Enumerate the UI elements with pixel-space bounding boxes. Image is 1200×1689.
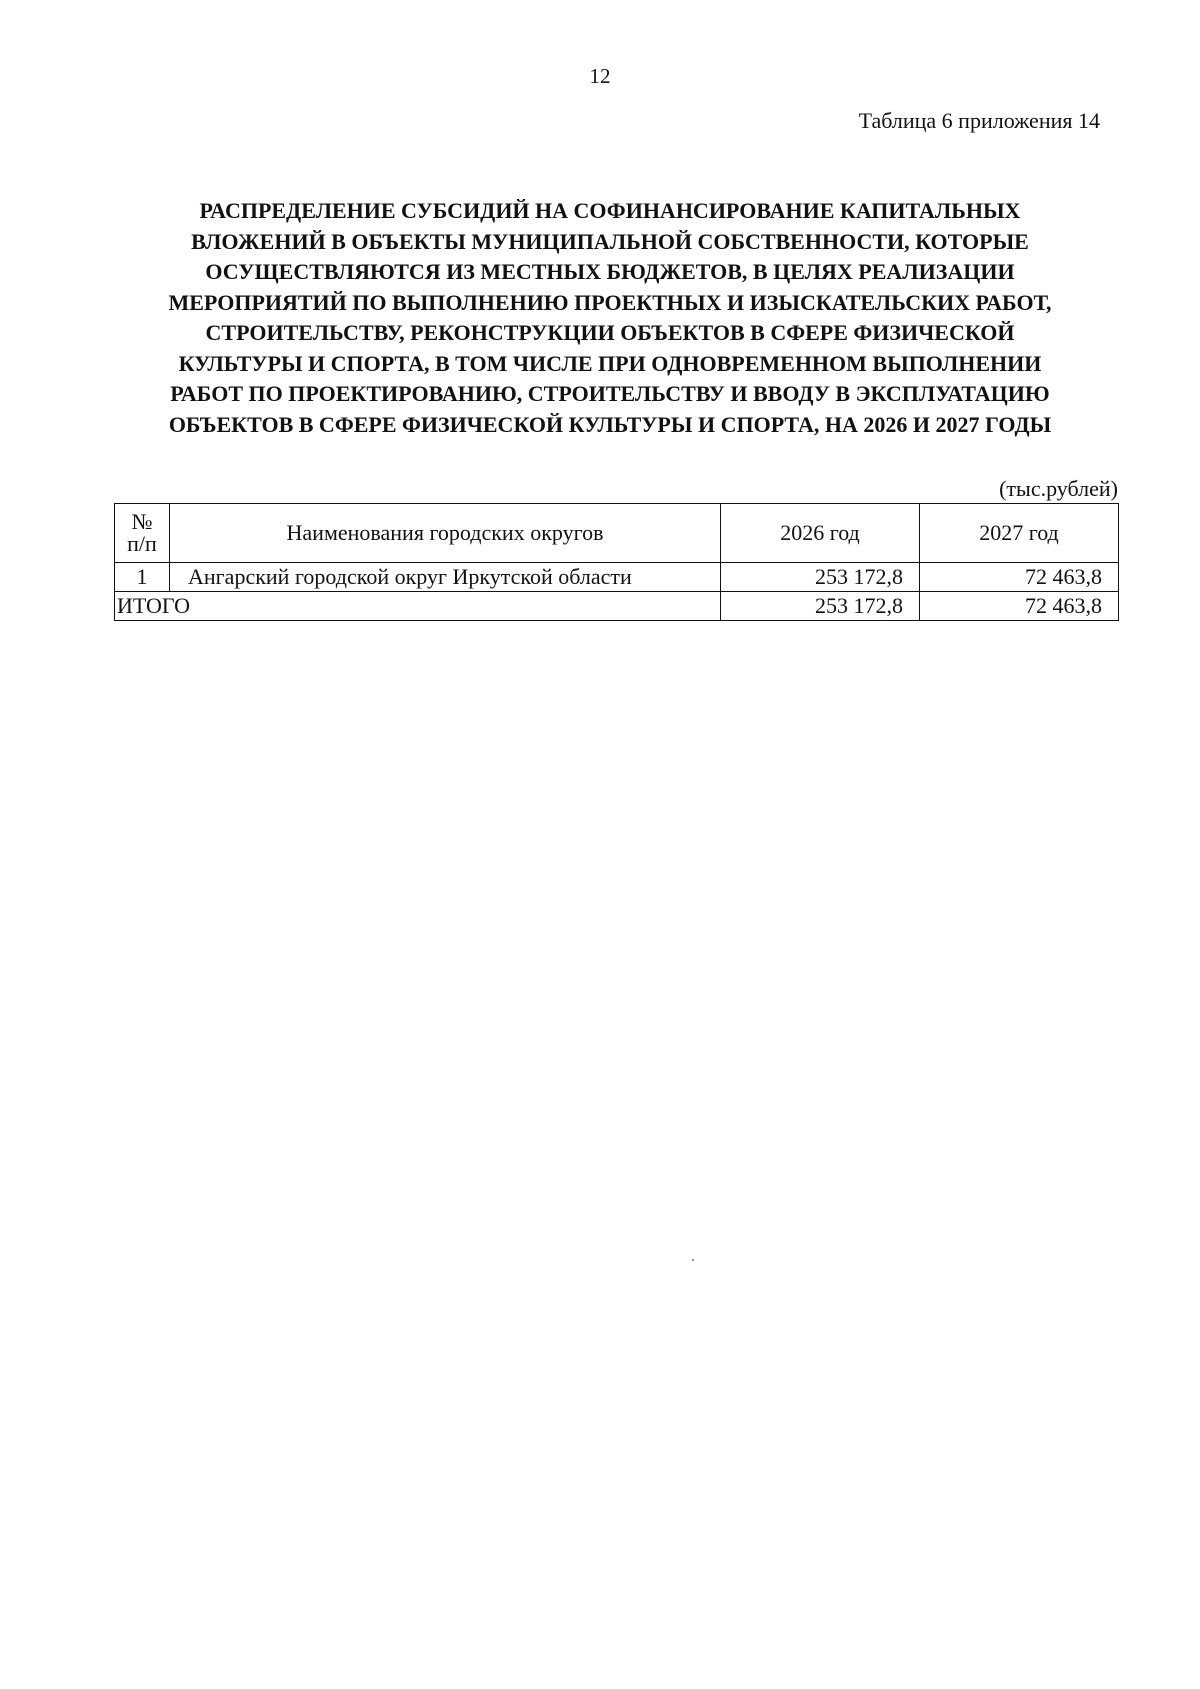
total-label-cell: ИТОГО: [115, 592, 721, 621]
row-2027-cell: 72 463,8: [920, 563, 1119, 592]
page-number: 12: [589, 64, 611, 88]
total-2026-cell: 253 172,8: [721, 592, 920, 621]
units-label: (тыс.рублей): [999, 476, 1118, 501]
document-title: [100, 196, 1120, 440]
title-line: РАСПРЕДЕЛЕНИЕ СУБСИДИЙ НА СОФИНАНСИРОВАНИЕ КАПИТАЛЬНЫХ: [199, 198, 1021, 223]
table-reference: Таблица 6 приложения 14: [858, 108, 1100, 133]
title-line: ВЛОЖЕНИЙ В ОБЪЕКТЫ МУНИЦИПАЛЬНОЙ СОБСТВЕННОСТИ, КОТОРЫЕ: [191, 228, 1029, 254]
header-cell-name: Наименования городских округов: [170, 504, 721, 563]
row-number-cell: 1: [115, 563, 170, 592]
header-cell-2027: 2027 год: [920, 504, 1119, 563]
scan-speck: [692, 1259, 694, 1261]
header-number-sign: №: [131, 509, 153, 534]
row-name-cell: Ангарский городской округ Иркутской области: [170, 563, 721, 592]
title-line: РАБОТ ПО ПРОЕКТИРОВАНИЮ, СТРОИТЕЛЬСТВУ И ВВОДУ В ЭКСПЛУАТАЦИЮ: [170, 381, 1050, 406]
table-total-row: [115, 592, 1119, 621]
header-cell-number: [115, 504, 170, 563]
title-line: ОСУЩЕСТВЛЯЮТСЯ ИЗ МЕСТНЫХ БЮДЖЕТОВ, В ЦЕЛЯХ РЕАЛИЗАЦИИ: [205, 259, 1015, 284]
title-line: КУЛЬТУРЫ И СПОРТА, В ТОМ ЧИСЛЕ ПРИ ОДНОВРЕМЕННОМ ВЫПОЛНЕНИИ: [178, 350, 1042, 376]
header-number-abbr: п/п: [127, 531, 157, 556]
title-line: СТРОИТЕЛЬСТВУ, РЕКОНСТРУКЦИИ ОБЪЕКТОВ В СФЕРЕ ФИЗИЧЕСКОЙ: [205, 320, 1015, 345]
table-row: [115, 563, 1119, 592]
title-line: МЕРОПРИЯТИЙ ПО ВЫПОЛНЕНИЮ ПРОЕКТНЫХ И ИЗЫСКАТЕЛЬСКИХ РАБОТ,: [168, 289, 1052, 315]
title-line: ОБЪЕКТОВ В СФЕРЕ ФИЗИЧЕСКОЙ КУЛЬТУРЫ И СПОРТА, НА 2026 И 2027 ГОДЫ: [168, 411, 1052, 437]
table-header-row: [115, 504, 1119, 563]
total-2027-cell: 72 463,8: [920, 592, 1119, 621]
subsidy-table: [114, 503, 1119, 621]
header-cell-2026: 2026 год: [721, 504, 920, 563]
row-2026-cell: 253 172,8: [721, 563, 920, 592]
